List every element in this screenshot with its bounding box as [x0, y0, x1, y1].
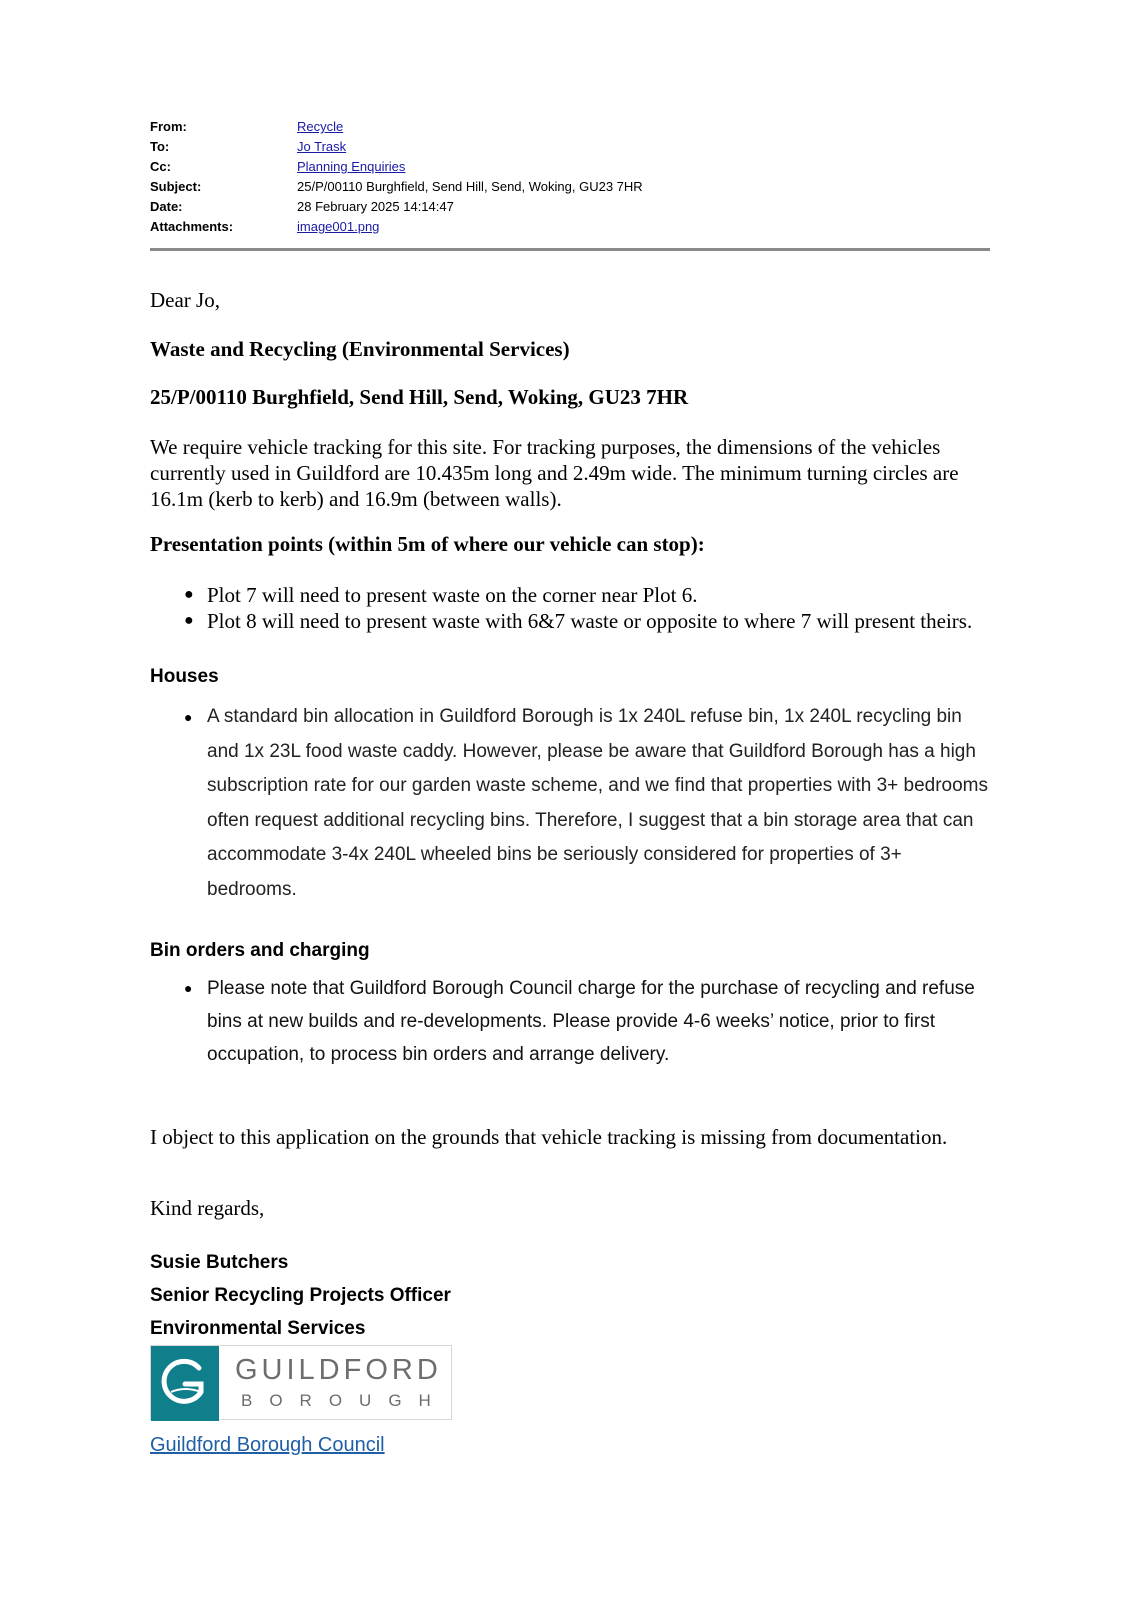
- bullet-icon: ●: [184, 980, 193, 996]
- bins-heading: Bin orders and charging: [150, 940, 370, 961]
- list-item: [150, 972, 990, 1071]
- header-divider: [150, 248, 990, 251]
- objection-paragraph: I object to this application on the grounds that vehicle tracking is missing from documentation.: [150, 1125, 948, 1149]
- header-row-subject: [150, 177, 990, 197]
- presentation-heading: Presentation points (within 5m of where our vehicle can stop):: [150, 532, 705, 556]
- signature-block: [150, 1246, 990, 1345]
- signoff: Kind regards,: [150, 1196, 265, 1220]
- bullet-icon: ●: [184, 612, 194, 629]
- cc-link[interactable]: Planning Enquiries: [297, 159, 406, 174]
- vehicle-paragraph: We require vehicle tracking for this site. For tracking purposes, the dimensions of the vehicles currently used in Guildford are 10.435m long and 2.49m wide. The minimum turning circles are 16.1m (kerb to kerb) and 16.9m (between walls).: [150, 435, 959, 511]
- list-item-text: Plot 7 will need to present waste on the corner near Plot 6.: [207, 583, 698, 607]
- presentation-list: [150, 582, 990, 634]
- subject-label: Subject:: [150, 179, 202, 194]
- date-label: Date:: [150, 199, 183, 214]
- bullet-icon: ●: [184, 586, 194, 603]
- list-item: [150, 608, 990, 634]
- houses-heading: Houses: [150, 666, 219, 687]
- list-item-text: Please note that Guildford Borough Council charge for the purchase of recycling and refuse bins at new builds and re-developments. Please provide 4-6 weeks’ notice, prior to first occupation, to process bin orders and arrange delivery.: [207, 978, 975, 1065]
- logo-text-borough: BOROUGH: [241, 1391, 448, 1410]
- email-header: [150, 117, 990, 237]
- cc-label: Cc:: [150, 159, 171, 174]
- header-row-attachments: [150, 217, 990, 237]
- council-website-link[interactable]: Guildford Borough Council: [150, 1434, 385, 1456]
- heading-reference: 25/P/00110 Burghfield, Send Hill, Send, Woking, GU23 7HR: [150, 385, 689, 409]
- houses-list: [150, 700, 990, 907]
- signature-department: Environmental Services: [150, 1318, 366, 1339]
- logo-text-guildford: GUILDFORD: [235, 1354, 442, 1386]
- subject-value: 25/P/00110 Burghfield, Send Hill, Send, Woking, GU23 7HR: [297, 179, 643, 194]
- date-value: 28 February 2025 14:14:47: [297, 199, 454, 214]
- bullet-icon: ●: [184, 709, 193, 725]
- header-row-to: [150, 137, 990, 157]
- g-emblem-icon: [151, 1346, 219, 1421]
- list-item-text: A standard bin allocation in Guildford Borough is 1x 240L refuse bin, 1x 240L recycling bin and 1x 23L food waste caddy. However, please be aware that Guildford Borough has a high subscription rate for our garden waste scheme, and we find that properties with 3+ bedrooms often request additional recycling bins. Therefore, I suggest that a bin storage area that can accommodate 3-4x 240L wheeled bins be seriously considered for properties of 3+ bedrooms.: [207, 706, 989, 900]
- header-row-cc: [150, 157, 990, 177]
- bins-list: [150, 972, 990, 1071]
- attachment-link[interactable]: image001.png: [297, 219, 380, 234]
- attachments-label: Attachments:: [150, 219, 234, 234]
- header-row-from: [150, 117, 990, 137]
- signature-name: Susie Butchers: [150, 1252, 289, 1273]
- to-label: To:: [150, 139, 170, 154]
- guildford-logo: [150, 1345, 452, 1420]
- from-label: From:: [150, 119, 187, 134]
- to-link[interactable]: Jo Trask: [297, 139, 347, 154]
- list-item: [150, 582, 990, 608]
- heading-department: Waste and Recycling (Environmental Services): [150, 337, 570, 361]
- greeting: Dear Jo,: [150, 288, 220, 312]
- from-link[interactable]: Recycle: [297, 119, 344, 134]
- list-item: [150, 700, 990, 907]
- header-row-date: [150, 197, 990, 217]
- signature-title: Senior Recycling Projects Officer: [150, 1285, 451, 1306]
- guildford-g-icon: [151, 1346, 219, 1421]
- list-item-text: Plot 8 will need to present waste with 6&7 waste or opposite to where 7 will present theirs.: [207, 609, 973, 633]
